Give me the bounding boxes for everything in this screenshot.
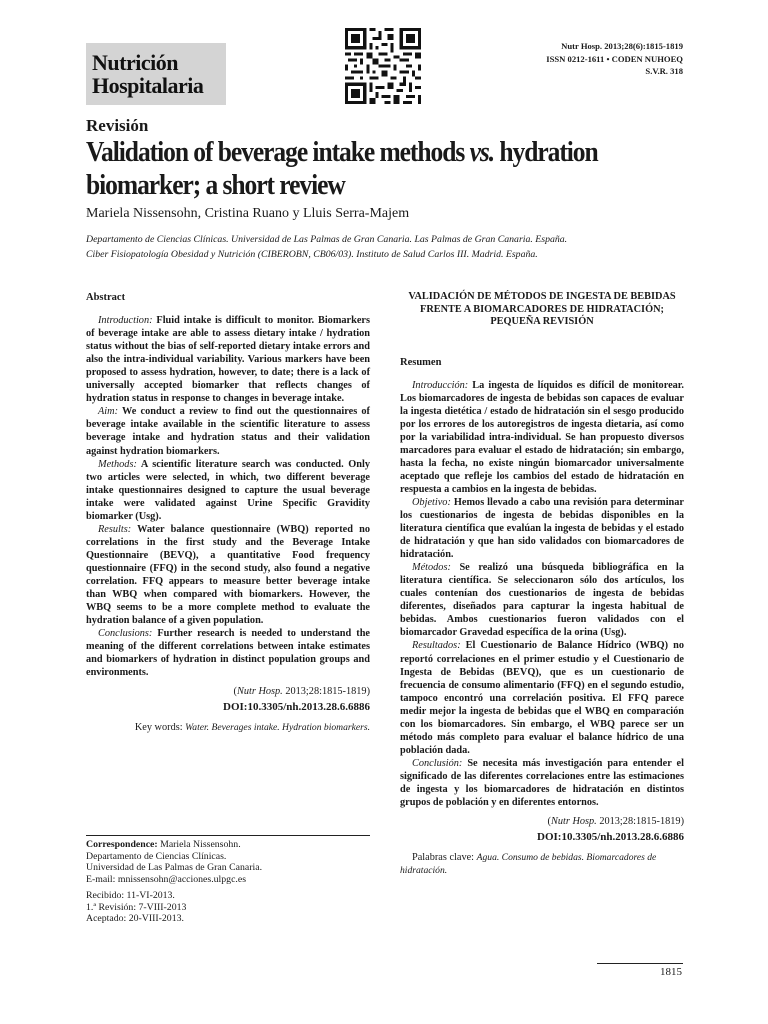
introduccion-text: La ingesta de líquidos es difícil de monitorear. Los biomarcadores de ingesta de bebidas son capaces de evaluar la ingesta dietética / estado de hidratación sin el sesgo producido por los errores de los autoregistros de ingesta dietaria, así como por la variabilidad intra-individual. Se han propuesto diversos marcadores para evaluar el estado de hidratación; sin embargo, hasta la fecha, no existe ningún biomarcador universalmente aceptado que refleje los cambios del estado de hidratación en respuesta a cambios en la ingesta de bebidas. [400,379,684,495]
methods-label: Methods: [98,458,137,470]
correspondence-name: Mariela Nissensohn. [157,839,241,850]
cite-open: ( [233,686,237,698]
date-accepted: Aceptado: 20-VIII-2013. [86,913,184,925]
abstract-spanish [400,291,684,877]
journal-citation: Nutr Hosp. 2013;28(6):1815-1819 [561,41,683,51]
conclusion-text: Se necesita más investigación para entender el significado de las diferentes correlaciones entre las estimaciones de ingesta y los biomarcadores de hidratación en distintos grupos de población y en diferentes entornos. [400,757,684,809]
logo-line-1: Nutrición [92,50,178,75]
section-label: Revisión [86,116,149,135]
introduction-label: Introduction: [98,315,153,327]
cite-rest: 2013;28:1815-1819) [282,686,370,698]
cite-journal-es: Nutr Hosp. [550,816,597,828]
qr-code-icon [345,28,421,104]
dates-block [86,890,186,925]
logo-line-2: Hospitalaria [92,73,204,98]
page-number-divider [597,963,683,964]
cite-rest-es: 2013;28:1815-1819) [596,816,684,828]
affiliation-1: Departamento de Ciencias Clínicas. Universidad de Las Palmas de Gran Canaria. Las Palmas de Gran Canaria. España. [86,234,568,245]
title-vs: vs. [469,136,495,168]
metodos-text: Se realizó una búsqueda bibliográfica en la literatura científica. Se seleccionaron sólo dos artículos, los cuales contenían dos cuestionarios de ingesta de bebidas diferentes, diseñados para capturar la ingesta habitual de bebidas. Ambos cuestionarios fueron validados con el biomarcador Gravedad específica de la orina (Usg). [400,562,684,639]
introduccion-label: Introducción: [412,379,469,391]
aim-text: We conduct a review to find out the questionnaires of beverage intake available in the scientific literature to assess beverage intake and hydration status and their validation against hydration biomarkers. [86,406,370,457]
correspondence-line-3: Universidad de Las Palmas de Gran Canaria. [86,862,263,874]
title-part-2: hydration biomarker; a short review [86,136,598,201]
palabras-clave-label: Palabras clave: [412,852,477,864]
abstract-citation [86,685,370,698]
abstract-doi[interactable]: DOI:10.3305/nh.2013.28.6.6886 [223,701,370,714]
journal-issn: ISSN 0212-1611 • CODEN NUHOEQ [546,53,683,64]
conclusions-text: Further research is needed to understand the meaning of the different correlations between intake estimates and biomarkers of hydration in distinct population groups and environments. [86,628,370,679]
date-received: Recibido: 11-VI-2013. [86,890,175,901]
abstract-aim [86,405,370,457]
resumen-conclusion [400,757,684,809]
title-part-1: Validation of beverage intake methods [86,136,470,168]
resumen-introduccion [400,379,684,496]
abstract-heading: Abstract [86,292,126,303]
resumen-objetivo [400,496,684,561]
palabras-clave-values: Agua. Consumo de bebidas. Biomarcadores de hidratación. [400,852,657,877]
keywords-values: Water. Beverages intake. Hydration biomarkers. [185,722,370,734]
results-text: Water balance questionnaire (WBQ) reported no correlations in the first study and the Beverage Intake Questionnaire (BEVQ), a quantitative Food frequency questionnaire (FFQ) in the second study, also found a negative correlation. FFQ appears to measure better beverage intake than WBQ when compared with biomarkers. However, the WBQ seems to be a more complete method to evaluate the hydration balance of a given population. [86,523,370,627]
resultados-text: El Cuestionario de Balance Hídrico (WBQ) no reportó correlaciones en el primer estudio y el Cuestionario de Ingesta de Bebidas (BEVQ), que es un cuestionario de frecuencia de consumo alimentario (FFQ) en el segundo estudio, tampoco encontró una correlación positiva. El FFQ parece medir mejor la ingesta de bebidas que el WBQ en comparación con los biomarcadores. Sin embargo, el WBQ parece ser un método más completo para evaluar el balance hídrico de una población dada. [400,640,684,756]
article-title [86,136,614,202]
objetivo-text: Hemos llevado a cabo una revisión para determinar los cuestionarios de ingesta de bebidas disponibles en la literatura científica que evalúan la ingesta de bebidas y el estado de hidratación y que han sido validados con biomarcadores de hidratación. [400,496,684,561]
affiliation-2: Ciber Fisiopatología Obesidad y Nutrición (CIBEROBN, CB06/03). Instituto de Salud Carlos III. Madrid. España. [86,249,538,260]
page-number: 1815 [660,966,682,978]
palabras-clave [400,851,684,877]
affiliations [86,232,686,262]
journal-logo [86,43,226,105]
correspondence-label: Correspondence: [86,839,158,850]
article-authors: Mariela Nissensohn, Cristina Ruano y Lluis Serra-Majem [86,206,410,221]
methods-text: A scientific literature search was conducted. Only two articles were selected, in which, two different beverage intake questionnaires designed to capture the usual beverage intake were validated against Urine Specific Gravidity biomarker (Usg). [86,458,370,522]
date-revision: 1.ª Revisión: 7-VIII-2013 [86,901,187,913]
abstract-methods [86,458,370,523]
journal-citation-block [546,40,683,78]
correspondence-divider [86,835,370,836]
correspondence-line-2: Departamento de Ciencias Clínicas. [86,850,227,862]
abstract-english [86,291,370,735]
results-label: Results: [98,523,132,535]
resumen-doi[interactable]: DOI:10.3305/nh.2013.28.6.6886 [537,831,684,844]
resumen-heading: Resumen [400,356,442,368]
introduction-text: Fluid intake is difficult to monitor. Biomarkers of beverage intake are able to assess dietary intake / hydration status without the bias of self-reported dietary intake errors and also the intra-individual variability. Various markers have been proposed to assess hydration, however, to date; there is a lack of universally accepted biomarker that reflects changes of hydration status in response to changes in beverage intake. [86,315,370,405]
keywords-label: Key words: [134,722,186,734]
correspondence-line-1 [86,839,262,851]
resumen-resultados [400,639,684,756]
correspondence-block [86,839,262,885]
correspondence-email[interactable]: E-mail: mnissensohn@acciones.ulpgc.es [86,873,247,885]
conclusions-label: Conclusions: [98,628,153,640]
cite-journal: Nutr Hosp. [236,686,283,698]
aim-label: Aim: [98,406,119,418]
cite-open-es: ( [547,816,551,828]
abstract-results [86,523,370,627]
objetivo-label: Objetivo: [412,496,451,508]
spanish-title: VALIDACIÓN DE MÉTODOS DE INGESTA DE BEBIDAS FRENTE A BIOMARCADORES DE HIDRATACIÓN; PEQUEÑA REVISIÓN [408,291,676,327]
resumen-metodos [400,561,684,639]
resumen-citation [400,815,684,828]
journal-svr: S.V.R. 318 [645,66,683,76]
metodos-label: Métodos: [412,562,451,574]
abstract-introduction [86,314,370,405]
keywords [86,721,370,734]
abstract-conclusions [86,627,370,679]
conclusion-label: Conclusión: [412,757,463,769]
resultados-label: Resultados: [412,640,461,652]
